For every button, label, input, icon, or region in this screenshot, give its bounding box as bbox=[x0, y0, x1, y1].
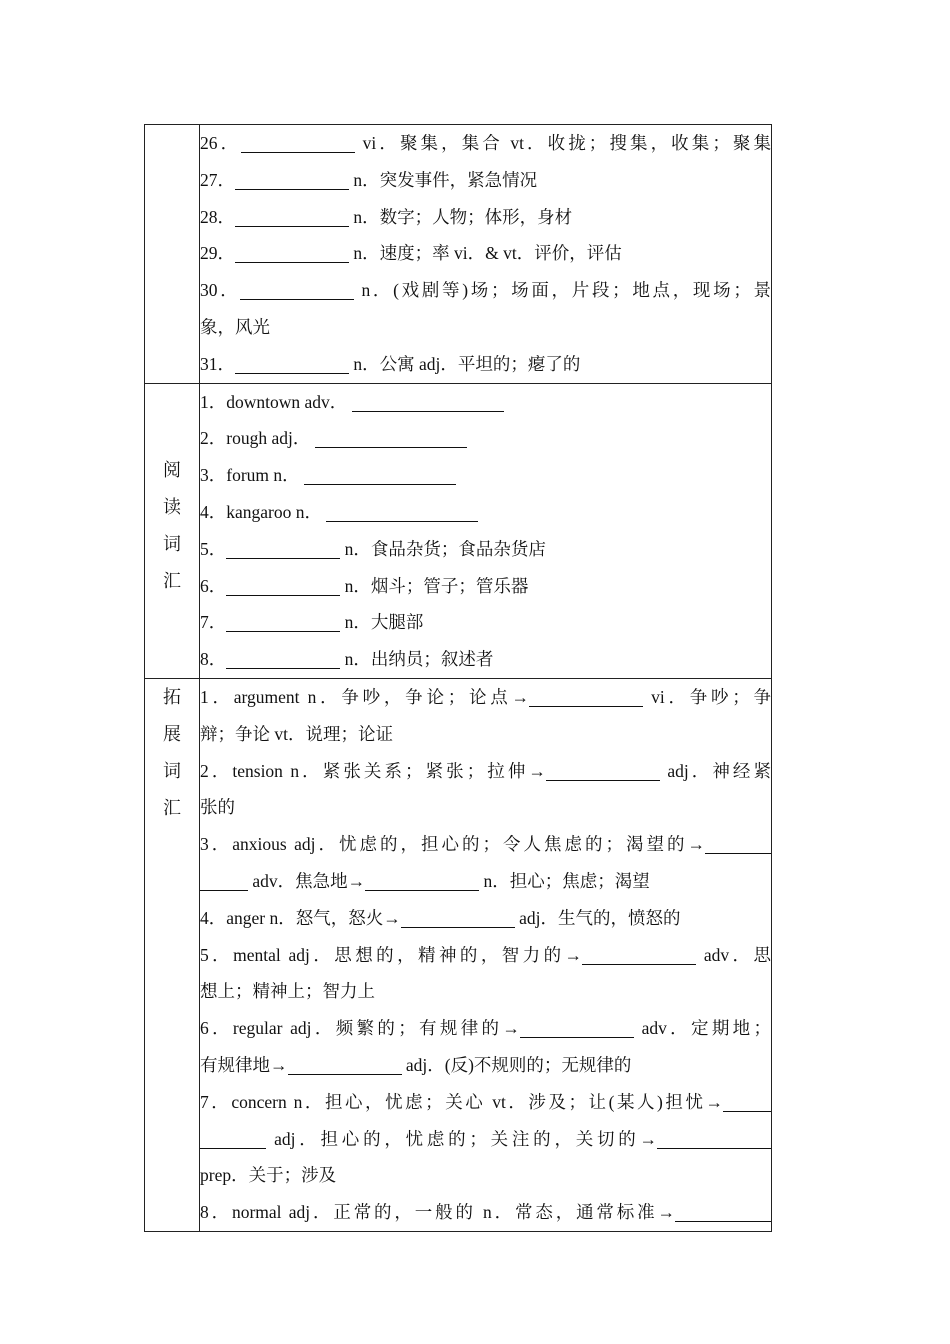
vocab-line: 31． n．公寓 adj．平坦的；瘪了的 bbox=[200, 353, 581, 374]
vocab-line: 7．concern n．担心，忧虑；关心 vt．涉及；让(某人)担忧→ bbox=[200, 1084, 771, 1121]
section-row-reading bbox=[145, 383, 772, 678]
vocab-line: 28． n．数字；人物；体形，身材 bbox=[200, 206, 573, 227]
answer-blank[interactable] bbox=[723, 1093, 771, 1112]
section-label-reading: 阅 读 词 汇 bbox=[163, 459, 181, 591]
answer-blank[interactable] bbox=[200, 872, 248, 891]
answer-blank[interactable] bbox=[226, 540, 340, 559]
vocab-line: 8． n．出纳员；叙述者 bbox=[200, 649, 494, 670]
vocab-line: 8．normal adj．正常的，一般的 n．常态，通常标准→ bbox=[200, 1194, 771, 1231]
vocab-line: 6． n．烟斗；管子；管乐器 bbox=[200, 575, 529, 596]
vocab-line: 想上；精神上；智力上 bbox=[200, 981, 375, 1002]
answer-blank[interactable] bbox=[529, 688, 643, 707]
answer-blank[interactable] bbox=[240, 281, 354, 300]
answer-blank[interactable] bbox=[288, 1056, 402, 1075]
answer-blank[interactable] bbox=[226, 650, 340, 669]
section-row-core bbox=[145, 125, 772, 384]
vocab-line: adv．焦急地→ n．担心；焦虑；渴望 bbox=[200, 863, 771, 900]
answer-blank[interactable] bbox=[352, 393, 504, 412]
vocab-line: 5． n．食品杂货；食品杂货店 bbox=[200, 538, 546, 559]
section-row-extension bbox=[145, 678, 772, 1231]
answer-blank[interactable] bbox=[226, 613, 340, 632]
vocab-line: prep．关于；涉及 bbox=[200, 1165, 337, 1186]
answer-blank[interactable] bbox=[365, 872, 479, 891]
vocab-line: 张的 bbox=[200, 797, 235, 818]
answer-blank[interactable] bbox=[657, 1130, 771, 1149]
answer-blank[interactable] bbox=[705, 835, 771, 854]
vocab-line: 4．kangaroo n． bbox=[200, 494, 771, 531]
vocab-line: 30． n．(戏剧等)场；场面，片段；地点，现场；景 bbox=[200, 280, 772, 301]
answer-blank[interactable] bbox=[520, 1019, 634, 1038]
answer-blank[interactable] bbox=[546, 762, 660, 781]
vocab-line: 4．anger n．怒气，怒火→ adj．生气的，愤怒的 bbox=[200, 907, 681, 928]
vocab-line: 29． n．速度；率 vi．& vt．评价，评估 bbox=[200, 243, 622, 264]
section-label-cell bbox=[145, 125, 200, 384]
vocab-line: 辩；争论 vt．说理；论证 bbox=[200, 723, 393, 744]
section-label-extension: 拓 展 词 汇 bbox=[163, 686, 181, 818]
vocab-line: 2．tension n．紧张关系；紧张；拉伸→ adj．神经紧 bbox=[200, 760, 771, 781]
vocab-line: 7． n．大腿部 bbox=[200, 612, 424, 633]
vocab-line: 6．regular adj．频繁的；有规律的→ adv．定期地； bbox=[200, 1018, 771, 1039]
vocab-line: 有规律地→ adj．(反)不规则的；无规律的 bbox=[200, 1054, 632, 1075]
vocab-line: 1．downtown adv． bbox=[200, 384, 771, 421]
answer-blank[interactable] bbox=[582, 946, 696, 965]
answer-blank[interactable] bbox=[675, 1203, 771, 1222]
vocab-line: 27． n．突发事件，紧急情况 bbox=[200, 169, 538, 190]
vocab-line: 3．anxious adj．忧虑的，担心的；令人焦虑的；渴望的→ bbox=[200, 826, 771, 863]
vocabulary-table bbox=[144, 124, 772, 1232]
vocab-line: 3．forum n． bbox=[200, 457, 771, 494]
answer-blank[interactable] bbox=[315, 429, 467, 448]
vocab-line: 2．rough adj． bbox=[200, 420, 771, 457]
section-content-cell bbox=[200, 383, 772, 678]
vocab-line: adj．担心的，忧虑的；关注的，关切的→ bbox=[200, 1121, 771, 1158]
answer-blank[interactable] bbox=[200, 1130, 266, 1149]
section-content-cell bbox=[200, 678, 772, 1231]
answer-blank[interactable] bbox=[235, 208, 349, 227]
answer-blank[interactable] bbox=[235, 171, 349, 190]
vocab-line: 1．argument n．争吵，争论；论点→ vi．争吵；争 bbox=[200, 686, 771, 707]
answer-blank[interactable] bbox=[226, 577, 340, 596]
answer-blank[interactable] bbox=[401, 909, 515, 928]
section-label-cell bbox=[145, 678, 200, 1231]
answer-blank[interactable] bbox=[326, 503, 478, 522]
vocab-line: 5．mental adj．思想的，精神的，智力的→ adv．思 bbox=[200, 944, 771, 965]
vocab-line: 象，风光 bbox=[200, 316, 270, 337]
answer-blank[interactable] bbox=[235, 355, 349, 374]
section-content-cell bbox=[200, 125, 772, 384]
vocab-line: 26． vi．聚集，集合 vt．收拢；搜集，收集；聚集 bbox=[200, 133, 772, 153]
answer-blank[interactable] bbox=[235, 244, 349, 263]
section-label-cell bbox=[145, 383, 200, 678]
answer-blank[interactable] bbox=[304, 466, 456, 485]
answer-blank[interactable] bbox=[241, 134, 355, 153]
